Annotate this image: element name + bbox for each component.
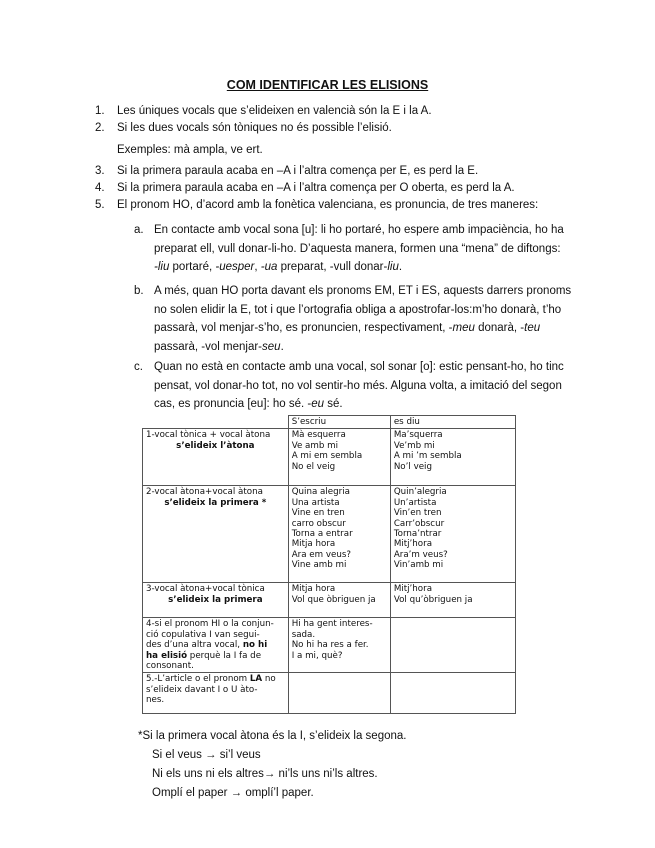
subitem-line xyxy=(154,338,582,357)
text-span: cas, es pronuncia [eu]: ho sé. - xyxy=(154,398,312,410)
text-span: 5.-L’article o el pronom xyxy=(146,674,250,685)
table-header-row xyxy=(143,416,516,429)
list-text: Si les dues vocals són tòniques no és possible l’elisió. xyxy=(117,122,392,134)
cell-line: Vine amb mi xyxy=(291,560,347,571)
list-text: Si la primera paraula acaba en –A i l’altra comença per E, es perd la E. xyxy=(117,165,479,177)
list-item xyxy=(95,163,615,180)
table-row xyxy=(143,673,516,714)
rule-text xyxy=(146,640,285,650)
spoken-cell xyxy=(390,486,515,583)
cell-line: Carr’obscur xyxy=(393,518,445,529)
table-header-cell: S’escriu xyxy=(288,416,390,429)
list-number: 5. xyxy=(95,199,105,211)
table-row xyxy=(143,583,516,618)
rule-bold: ha elisió xyxy=(146,650,188,661)
cell-line: sada. xyxy=(291,629,316,640)
italic-text: meu xyxy=(452,322,475,334)
rule-cell xyxy=(143,486,289,583)
cell-line: Un’artista xyxy=(393,497,437,508)
cell-line: Ara’m veus? xyxy=(393,549,448,560)
cell-line: A mi em sembla xyxy=(291,451,363,462)
cell-line: No’l veig xyxy=(393,461,432,472)
cell-line: Ma’squerra xyxy=(393,430,443,441)
rule-bold: s’elideix la primera * xyxy=(164,497,267,508)
rule-text: 4-si el pronom HI o la conjun- xyxy=(146,619,274,630)
italic-text: seu xyxy=(262,340,281,353)
subitem-line xyxy=(154,319,582,338)
rule-text xyxy=(146,674,285,684)
cell-line: No el veig xyxy=(291,461,336,472)
rule-bold: LA xyxy=(249,674,263,685)
cell-line: carro obscur xyxy=(291,518,346,529)
italic-text: liu xyxy=(387,261,399,273)
cell-line: Ve amb mi xyxy=(291,440,339,451)
rule-text: consonant. xyxy=(146,661,194,672)
cell-line: Torna a entrar xyxy=(291,529,353,540)
cell-line: Hi ha gent interes- xyxy=(291,619,373,630)
cell-line: Ara em veus? xyxy=(291,549,351,560)
footer-example: Ni els uns ni els altres→ ni’ls uns ni’ls altres. xyxy=(152,768,378,780)
text-span: portaré, xyxy=(169,261,216,273)
written-cell xyxy=(288,486,390,583)
subitem-line: Quan no està en contacte amb una vocal, sol sonar [o]: estic pensant-ho, ho tinc xyxy=(154,361,564,373)
cell-line: Mitja hora xyxy=(291,584,336,595)
list-number: 2. xyxy=(95,122,105,134)
spoken-cell xyxy=(390,673,515,714)
cell-line: Vol que òbriguen ja xyxy=(291,594,376,605)
subitem-letter: a. xyxy=(134,224,144,236)
text-span: , xyxy=(254,261,261,273)
rule-bold: s’elideix l’àtona xyxy=(176,440,255,451)
italic-text: -uesper xyxy=(215,261,255,273)
rule-bold: s’elideix la primera xyxy=(168,594,263,605)
list-number: 3. xyxy=(95,165,105,177)
rule-cell xyxy=(143,583,289,618)
cell-line: Mà esquerra xyxy=(291,430,346,441)
cell-line: A mi ’m sembla xyxy=(393,451,462,462)
list-item xyxy=(95,197,615,214)
written-cell xyxy=(288,583,390,618)
subitem-line xyxy=(154,395,582,414)
cell-line: Quina alegria xyxy=(291,487,350,498)
footer-example: Si el veus → si’l veus xyxy=(152,749,261,761)
text-span: des d’una altra vocal, xyxy=(146,640,243,651)
elision-table xyxy=(142,415,516,714)
text-span: . xyxy=(398,261,403,273)
text-span: no xyxy=(262,674,276,685)
italic-text: -liu xyxy=(154,261,170,273)
text-span: passarà, vol menjar-s’ho, es pronuncien, respectivament, - xyxy=(154,322,453,334)
spoken-cell xyxy=(390,618,515,673)
written-cell xyxy=(288,429,390,486)
list-number: 1. xyxy=(95,105,105,117)
list-item xyxy=(95,120,615,137)
examples-line: Exemples: mà ampla, ve ert. xyxy=(117,144,263,156)
cell-line: Una artista xyxy=(291,497,340,508)
table-row xyxy=(143,486,516,583)
rule-cell xyxy=(143,618,289,673)
cell-line: Torna’ntrar xyxy=(393,529,442,540)
footer-example: Omplí el paper → omplí’l paper. xyxy=(152,787,314,799)
rule-text xyxy=(146,651,285,661)
subitem-line xyxy=(154,258,582,277)
cell-line: Mitj’hora xyxy=(393,539,433,550)
text-span: sé. xyxy=(324,398,343,410)
subitem-a xyxy=(134,221,582,277)
written-cell xyxy=(288,673,390,714)
subitem-line: En contacte amb vocal sona [u]: li ho portaré, ho espere amb impaciència, ho ha xyxy=(154,224,564,236)
italic-text: -ua xyxy=(260,261,278,273)
rule-text: 1-vocal tònica + vocal àtona xyxy=(146,430,271,441)
rule-text: nes. xyxy=(146,695,165,706)
text-span: perquè la I fa de xyxy=(187,650,262,661)
italic-text: eu xyxy=(311,398,325,410)
table-row xyxy=(143,429,516,486)
list-item xyxy=(95,180,615,197)
list-text: Les úniques vocals que s’elideixen en valencià són la E i la A. xyxy=(117,105,432,117)
page-title: COM IDENTIFICAR LES ELISIONS xyxy=(226,78,429,92)
text-span: preparat, -vull donar- xyxy=(277,261,388,273)
footnote: *Si la primera vocal àtona és la I, s’elideix la segona. xyxy=(138,730,407,742)
rule-text: 3-vocal àtona+vocal tònica xyxy=(146,584,265,595)
cell-line: Vine en tren xyxy=(291,508,345,519)
table-header-cell xyxy=(143,416,289,429)
text-span: donarà, - xyxy=(474,322,525,334)
cell-line: Quin’alegria xyxy=(393,487,447,498)
table-row xyxy=(143,618,516,673)
subitem-line: A més, quan HO porta davant els pronoms EM, ET i ES, aquests darrers pronoms xyxy=(154,285,572,297)
cell-line: I a mi, què? xyxy=(291,650,343,661)
rule-text: 2-vocal àtona+vocal àtona xyxy=(146,487,263,498)
cell-line: No hi ha res a fer. xyxy=(291,640,369,651)
rule-text: s’elideix davant I o U àto- xyxy=(146,684,258,695)
written-cell xyxy=(288,618,390,673)
subitem-line: pensat, vol donar-ho tot, no vol sentir-ho més. Alguna volta, a imitació del segon xyxy=(154,379,562,392)
rule-text: ció copulativa I van segui- xyxy=(146,629,260,640)
subitem-letter: c. xyxy=(134,361,143,373)
text-span: . xyxy=(280,340,284,353)
subitem-line: no solen elidir la E, tot i que l’ortografia obliga a apostrofar-los:m’ho donarà, t’ho xyxy=(154,303,562,316)
cell-line: Mitj’hora xyxy=(393,584,433,595)
rules-list xyxy=(95,103,615,214)
footer-notes xyxy=(138,727,406,803)
spoken-cell xyxy=(390,429,515,486)
subitem-b xyxy=(134,282,582,356)
cell-line: Vin’en tren xyxy=(393,508,442,519)
list-text: Si la primera paraula acaba en –A i l’altra comença per O oberta, es perd la A. xyxy=(117,182,515,194)
subitem-line: preparat ell, vull donar-li-ho. D’aquesta manera, formen una “mena” de diftongs: xyxy=(154,242,561,255)
rule-bold: no hi xyxy=(242,640,268,651)
cell-line: Vin’amb mi xyxy=(393,560,444,571)
rule-cell xyxy=(143,673,289,714)
spoken-cell xyxy=(390,583,515,618)
list-item xyxy=(95,103,615,120)
italic-text: teu xyxy=(524,322,541,334)
rule-cell xyxy=(143,429,289,486)
list-text: El pronom HO, d’acord amb la fonètica valenciana, es pronuncia, de tres maneres: xyxy=(117,199,539,211)
text-span: passarà, -vol menjar- xyxy=(154,340,263,353)
subitem-c xyxy=(134,358,582,414)
subitem-letter: b. xyxy=(134,285,144,297)
list-number: 4. xyxy=(95,182,105,194)
cell-line: Vol qu’òbriguen ja xyxy=(393,594,473,605)
table-header-cell: es diu xyxy=(390,416,515,429)
cell-line: Ve’mb mi xyxy=(393,440,435,451)
cell-line: Mitja hora xyxy=(291,539,336,550)
